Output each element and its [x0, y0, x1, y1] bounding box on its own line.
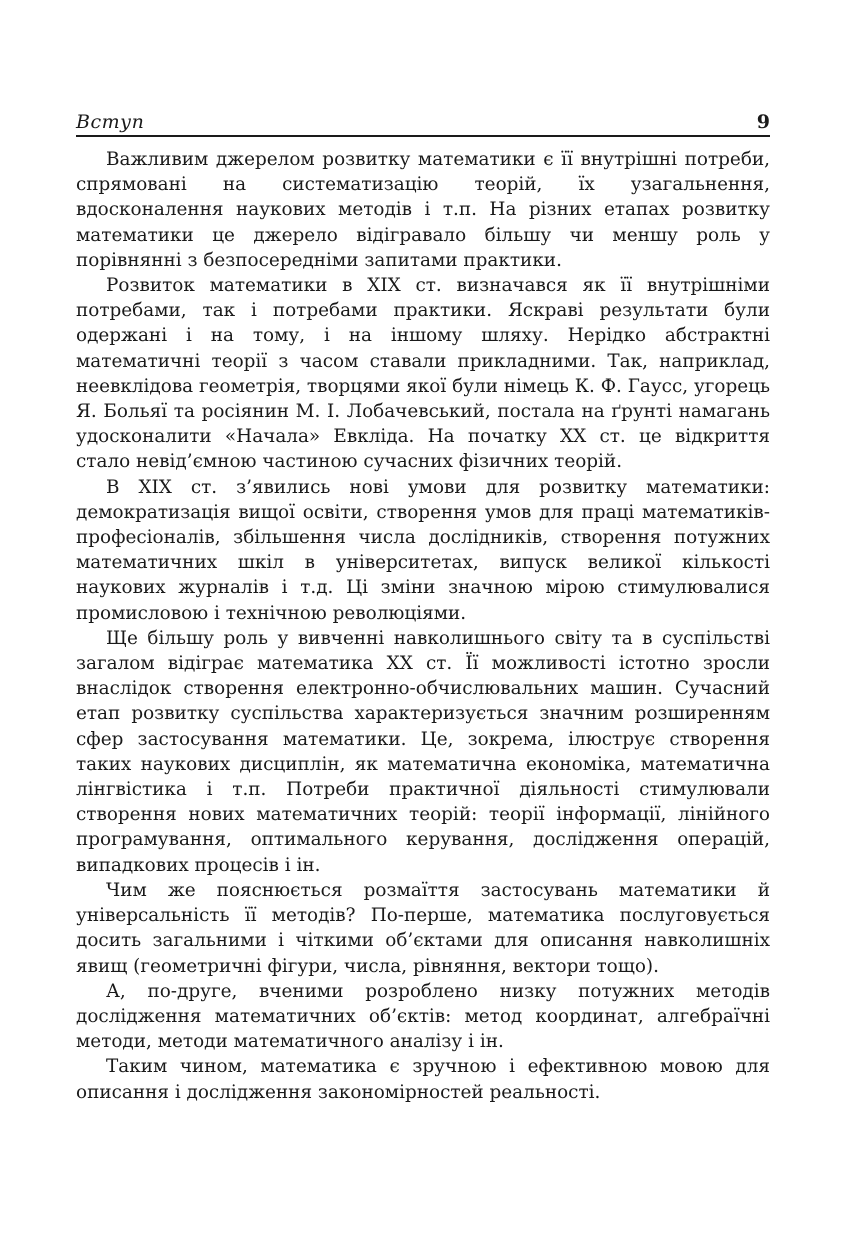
paragraph: Ще більшу роль у вивченні навколишнього світу та в суспільстві загалом відіграє математика XX ст. Її можливості істотно зросли внаслідок створення електронно-обчислювальних машин. Сучасний етап розвитку суспільства характеризується значним розширенням сфер застосування математики. Це, зокрема, ілюструє створення таких наукових дисциплін, як математична економіка, математична лінгвістика і т.п. Потреби практичної діяльності стимулювали створення нових математичних теорій: теорії інформації, лінійного програмування, оптимального керування, дослідження операцій, випадкових процесів і ін. — [76, 627, 770, 876]
body-text — [76, 147, 770, 1105]
page-number: 9 — [756, 111, 770, 133]
paragraph: В XIX ст. з’явились нові умови для розвитку математики: демократизація вищої освіти, створення умов для праці математиків-професіоналів, збільшення числа дослідників, створення потужних математичних шкіл в університетах, випуск великої кількості наукових журналів і т.д. Ці зміни значною мірою стимулювалися промисловою і технічною революціями. — [76, 476, 770, 624]
paragraph: А, по-друге, вченими розроблено низку потужних методів дослідження математичних об’єктів: метод координат, алгебраїчні методи, методи математичного аналізу і ін. — [76, 980, 770, 1053]
paragraph: Таким чином, математика є зручною і ефективною мовою для описання і дослідження закономірностей реальності. — [76, 1056, 770, 1103]
paragraph: Чим же пояснюється розмаїття застосувань математики й універсальність її методів? По-перше, математика послуговується досить загальними і чіткими об’єктами для описання навколишніх явищ (геометричні фігури, числа, рівняння, вектори тощо). — [76, 879, 770, 977]
running-header — [76, 104, 770, 137]
section-title: Вступ — [76, 111, 145, 133]
paragraph: Розвиток математики в XIX ст. визначався як її внутрішніми потребами, так і потребами практики. Яскраві результати були одержані і на тому, і на іншому шляху. Нерідко абстрактні математичні теорії з часом ставали прикладними. Так, наприклад, неевклідова геометрія, творцями якої були німець К. Ф. Гаусс, угорець Я. Больяї та росіянин М. І. Лобачевський, постала на ґрунті намагань удосконалити «Начала» Евкліда. На початку XX ст. це відкриття стало невід’ємною частиною сучасних фізичних теорій. — [76, 275, 770, 473]
book-page — [76, 104, 770, 1105]
paragraph: Важливим джерелом розвитку математики є її внутрішні потреби, спрямовані на систематизацію теорій, їх узагальнення, вдосконалення наукових методів і т.п. На різних етапах розвитку математики це джерело відігравало більшу чи меншу роль у порівнянні з безпосередніми запитами практики. — [76, 149, 770, 271]
